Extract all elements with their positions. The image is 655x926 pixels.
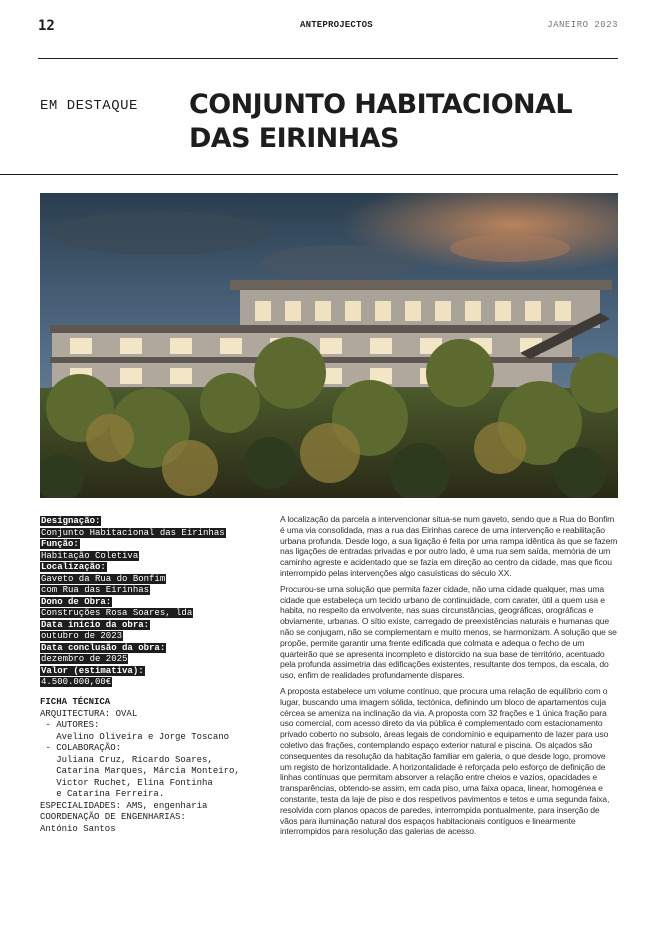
technical-sheet-line: e Catarina Ferreira.	[40, 789, 165, 799]
article-title-line: DAS EIRINHAS	[189, 123, 399, 154]
technical-sheet-line: Victor Ruchet, Elina Fontinha	[40, 777, 213, 788]
title-rule	[0, 174, 618, 175]
info-value-funcao: Habitação Coletiva	[41, 550, 139, 561]
info-value-data-conclusao: dezembro de 2025	[41, 654, 128, 664]
info-label-dono-obra: Dono de Obra:	[41, 596, 112, 607]
info-value-localizacao-line: Gaveto da Rua do Bonfim	[41, 573, 166, 584]
page-header	[38, 14, 618, 54]
header-rule	[38, 58, 618, 59]
building-rendering-graphic	[40, 193, 618, 498]
technical-sheet-line: Catarina Marques, Márcia Monteiro,	[40, 766, 240, 776]
technical-sheet	[40, 697, 270, 835]
info-value-data-inicio: outubro de 2023	[41, 631, 123, 641]
section-title: ANTEPROJECTOS	[300, 20, 373, 30]
page-number: 12	[38, 18, 55, 34]
technical-sheet-line: - AUTORES:	[40, 720, 100, 730]
info-value-localizacao-line: com Rua das Eirinhas	[41, 585, 150, 595]
technical-sheet-line: Avelino Oliveira e Jorge Toscano	[40, 731, 230, 742]
info-value-dono-obra: Construções Rosa Soares, lda	[41, 608, 193, 618]
info-label-data-conclusao: Data conclusão da obra:	[41, 642, 166, 653]
kicker-label: EM DESTAQUE	[40, 98, 138, 114]
info-label-funcao: Função:	[41, 539, 79, 549]
article-title-line: CONJUNTO HABITACIONAL	[189, 89, 572, 120]
technical-sheet-line: António Santos	[40, 823, 116, 834]
article-body	[280, 514, 618, 842]
technical-sheet-line: Juliana Cruz, Ricardo Soares,	[40, 754, 213, 765]
technical-sheet-heading: FICHA TÉCNICA	[40, 697, 111, 707]
info-label-localizacao: Localização:	[41, 562, 106, 572]
info-label-valor: Valor (estimativa):	[41, 665, 144, 676]
issue-date: JANEIRO 2023	[547, 20, 618, 30]
info-value-designacao: Conjunto Habitacional das Eirinhas	[41, 527, 225, 538]
info-label-data-inicio: Data início da obra:	[41, 619, 150, 630]
project-infobox	[40, 516, 270, 689]
technical-sheet-line: - COLABORAÇÃO:	[40, 743, 122, 753]
building-rendering-image	[40, 193, 618, 498]
technical-sheet-line: COORDENAÇÃO DE ENGENHARIAS:	[40, 812, 186, 822]
body-paragraph: A localização da parcela a intervencionar situa-se num gaveto, sendo que a Rua do Bonfim é uma via consolidada, mas a rua das Eirinhas carece de uma intervenção e reabilitação urbana profunda. Desde logo, a sua ligação é feita por uma rampa idêntica às que se fazem nas ligações de entradas privadas e por outro lado, é uma rua sem saída, memória de um caminho agreste e acidentado que se fazia em direção ao centro da cidade, mas que ficou interrompido pelas intervenções algo casuísticas do século XX.	[280, 514, 618, 578]
technical-sheet-line: ESPECIALIDADES: AMS, engenharia	[40, 800, 208, 811]
article-title	[189, 88, 619, 156]
info-label-designacao: Designação:	[41, 516, 101, 526]
body-paragraph: Procurou-se uma solução que permita fazer cidade, não uma cidade qualquer, mas uma cidade que estabeleça um tecido urbano de continuidade, com carater, útil a quem usa e habita, no respeito da envolvente, nas suas circunstâncias, geográficas, orográficas e obviamente, urbanas. O sítio existe, carregado de preexistências naturais e humanas que não se conjugam, não se complementam e muito menos, se harmonizam. A solução que se propõe, permite garantir uma frente edificada que colmata e adequa o fecho de um quarteirão que se apresenta incompleto e distorcido na sua base de território, acentuado pela profunda assimetria das edificações existentes, resultante dos tempos, da escala, do uso, enfim de realidades profundamente díspares.	[280, 583, 617, 681]
technical-sheet-line: ARQUITECTURA: OVAL	[40, 708, 138, 719]
body-paragraph: A proposta estabelece um volume contínuo, que procura uma relação de equilíbrio com o lugar, buscando uma imagem sólida, tectónica, definindo um bloco de apartamentos cuja cércea se ameniza na inclinação da via. A proposta com 32 frações e 1 única fração para uso comercial, com acesso direto da via pública é complementado com estacionamento privado coberto no subsolo, áreas legais de condomínio e equipamento de lazer para uso coletivo das frações, contemplando espaço exterior natural e piscina. Os alçados são consequentes da resolução da habitação familiar em galeria, o que desde logo, promove um registo de horizontalidade. A horizontalidade é reforçada pelo esforço de definição de linhas contínuas que permitam absorver a relação entre cheios e vazios, opacidades e transparências, obtendo-se assim, em cada piso, uma faixa opaca, linear, homogénea e constante, testa da laje de piso e dos respetivos pavimentos e tetos e uma segunda faixa, resolvida com planos opacos de paredes, interrompida pontualmente, para inserção de vãos para iluminação natural dos espaços habitacionais contíguos e linearmente interrompidos para resolução das galerias de acesso.	[280, 685, 610, 837]
info-value-valor: 4.500.000,00€	[41, 677, 112, 687]
